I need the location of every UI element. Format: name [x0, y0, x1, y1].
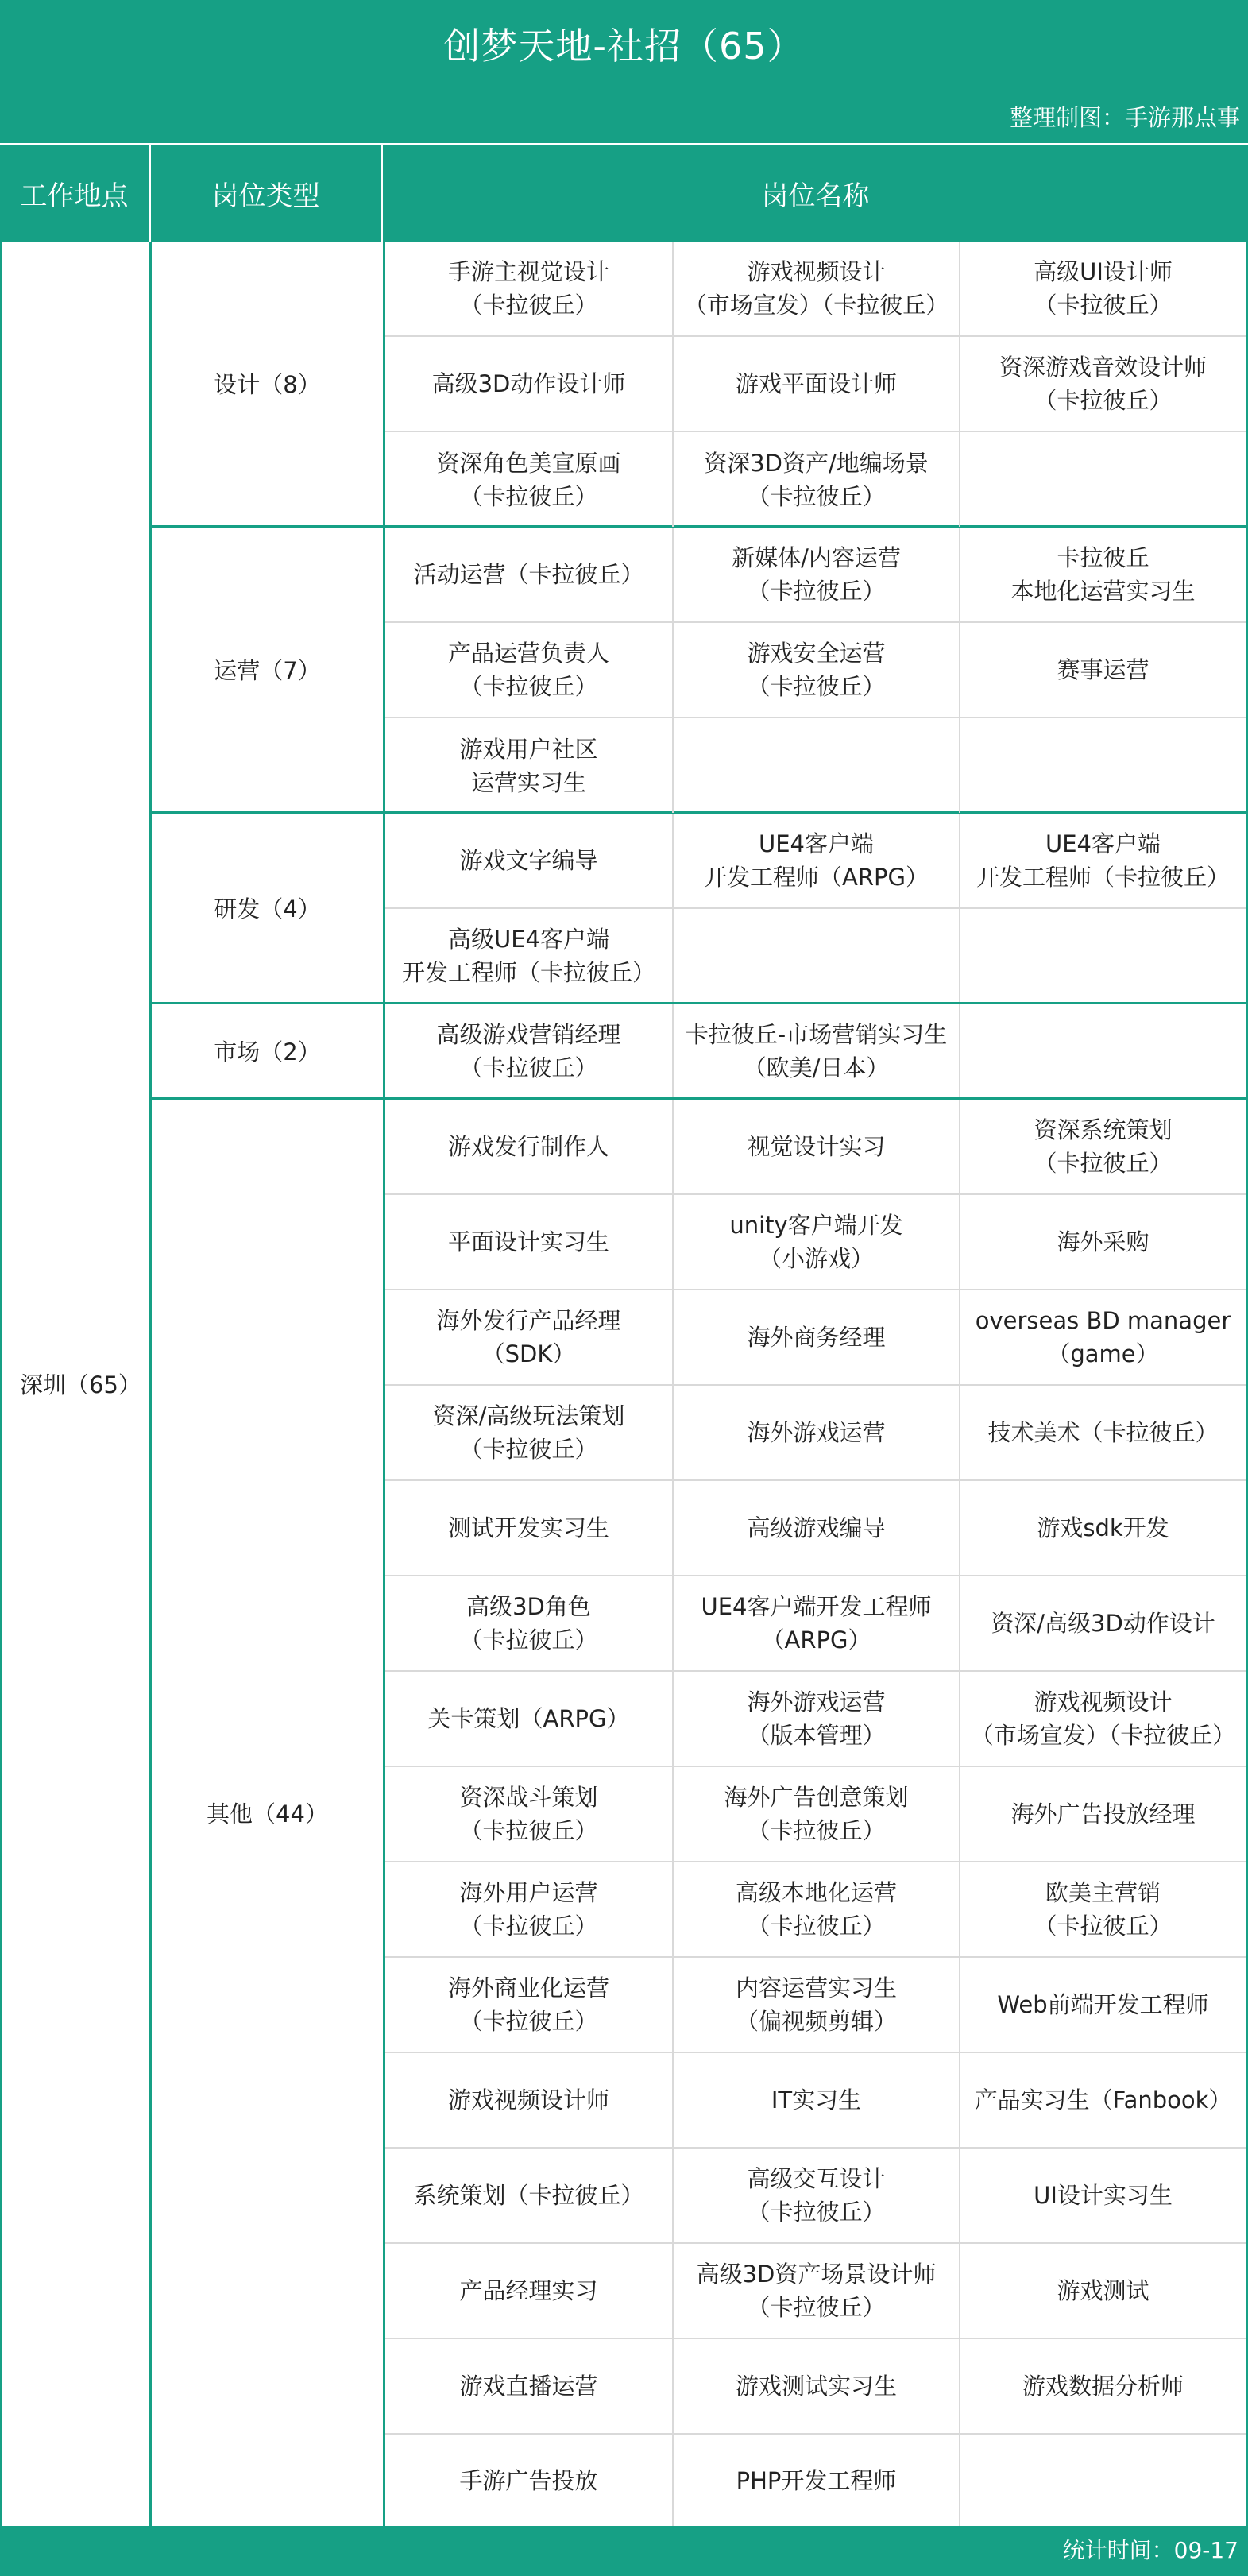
- table-row: [385, 1193, 1246, 1289]
- job-cell: 高级游戏营销经理 （卡拉彼丘）: [436, 1020, 621, 1081]
- job-cell: 内容运营实习生 （偏视频剪辑）: [672, 1958, 959, 2052]
- table-row: [385, 335, 1246, 431]
- table-row: [385, 814, 1246, 907]
- stat-time: 统计时间：09-17: [1062, 2537, 1238, 2563]
- job-cell: 手游广告投放: [459, 2466, 598, 2494]
- group-marketing: [385, 1004, 1246, 1100]
- job-cell: [959, 909, 1246, 1002]
- job-cell: 海外发行产品经理 （SDK）: [436, 1307, 621, 1367]
- job-cell: 海外商务经理: [672, 1290, 959, 1384]
- table-row: [385, 2433, 1246, 2526]
- job-cell: 游戏视频设计 （市场宣发）（卡拉彼丘）: [959, 1672, 1246, 1766]
- table-row: [385, 1766, 1246, 1861]
- table-row: [385, 2052, 1246, 2147]
- type-cell-other: 其他（44）: [152, 1100, 385, 2526]
- job-cell: 产品运营负责人 （卡拉彼丘）: [447, 640, 609, 700]
- job-cell: UE4客户端 开发工程师（ARPG）: [672, 814, 959, 907]
- job-cell: 游戏用户社区 运营实习生: [459, 735, 598, 796]
- job-cell: 平面设计实习生: [447, 1228, 609, 1255]
- job-cell: 资深系统策划 （卡拉彼丘）: [959, 1100, 1246, 1193]
- job-cell: [959, 718, 1246, 813]
- job-cell: 高级UE4客户端 开发工程师（卡拉彼丘）: [401, 925, 655, 986]
- column-header-name: 岗位名称: [383, 143, 1248, 242]
- job-cell: 游戏发行制作人: [447, 1133, 609, 1160]
- job-cell: overseas BD manager （game）: [959, 1290, 1246, 1384]
- type-cell-rnd: 研发（4）: [152, 814, 385, 1004]
- job-cell: 高级UI设计师 （卡拉彼丘）: [959, 242, 1246, 335]
- group-operations: [385, 528, 1246, 814]
- page-footer: [0, 2526, 1248, 2576]
- group-rnd: [385, 814, 1246, 1004]
- table-row: [385, 1289, 1246, 1384]
- job-cell: 游戏测试: [959, 2244, 1246, 2338]
- table-row: [385, 1479, 1246, 1575]
- job-cell: 游戏安全运营 （卡拉彼丘）: [672, 623, 959, 717]
- job-cell: 海外商业化运营 （卡拉彼丘）: [447, 1975, 609, 2035]
- job-cell: 高级游戏编导: [672, 1481, 959, 1575]
- job-cell: 高级交互设计 （卡拉彼丘）: [672, 2149, 959, 2242]
- job-cell: 游戏数据分析师: [959, 2339, 1246, 2433]
- job-cell: 海外用户运营 （卡拉彼丘）: [459, 1879, 598, 1940]
- job-cell: 手游主视觉设计 （卡拉彼丘）: [447, 258, 609, 319]
- type-cell-operations: 运营（7）: [152, 528, 385, 814]
- column-header-type: 岗位类型: [151, 143, 383, 242]
- table-row: [385, 1004, 1246, 1097]
- job-cell: 游戏平面设计师: [672, 337, 959, 431]
- group-other: [385, 1100, 1246, 2526]
- job-cell: 游戏视频设计 （市场宣发）（卡拉彼丘）: [672, 242, 959, 335]
- job-cell: 资深/高级玩法策划 （卡拉彼丘）: [432, 1402, 625, 1463]
- job-cell: [672, 909, 959, 1002]
- job-cell: 资深3D资产/地编场景 （卡拉彼丘）: [672, 432, 959, 527]
- job-cell: 游戏视频设计师: [447, 2087, 609, 2114]
- job-cell: 海外采购: [959, 1195, 1246, 1289]
- job-cell: 游戏直播运营: [459, 2373, 598, 2400]
- type-cell-marketing: 市场（2）: [152, 1004, 385, 1100]
- job-cell: 高级3D角色 （卡拉彼丘）: [459, 1593, 598, 1654]
- table-row: [385, 1575, 1246, 1670]
- job-cell: 海外广告创意策划 （卡拉彼丘）: [672, 1767, 959, 1861]
- job-cell: 技术美术（卡拉彼丘）: [959, 1386, 1246, 1479]
- job-cell: 卡拉彼丘 本地化运营实习生: [959, 528, 1246, 621]
- job-cell: Web前端开发工程师: [959, 1958, 1246, 2052]
- job-cell: PHP开发工程师: [672, 2435, 959, 2526]
- job-cell: [959, 1004, 1246, 1097]
- job-cell: UI设计实习生: [959, 2149, 1246, 2242]
- job-cell: UE4客户端 开发工程师（卡拉彼丘）: [959, 814, 1246, 907]
- table-row: [385, 242, 1246, 335]
- job-cell: 游戏sdk开发: [959, 1481, 1246, 1575]
- job-cell: 资深战斗策划 （卡拉彼丘）: [459, 1784, 598, 1844]
- job-cell: [672, 718, 959, 813]
- location-cell: 深圳（65）: [2, 242, 152, 2526]
- table-row: [385, 717, 1246, 813]
- job-cell: 海外广告投放经理: [959, 1767, 1246, 1861]
- table-row: [385, 2338, 1246, 2433]
- page-title: 创梦天地-社招（65）: [443, 25, 805, 68]
- job-cell: 新媒体/内容运营 （卡拉彼丘）: [672, 528, 959, 621]
- job-cell: [959, 432, 1246, 527]
- type-cell-design: 设计（8）: [152, 242, 385, 528]
- job-cell: IT实习生: [672, 2053, 959, 2147]
- job-cell: UE4客户端开发工程师 （ARPG）: [672, 1576, 959, 1670]
- job-cell: 欧美主营销 （卡拉彼丘）: [959, 1862, 1246, 1956]
- table-row: [385, 1670, 1246, 1766]
- group-design: [385, 242, 1246, 528]
- job-cell: 高级3D资产场景设计师 （卡拉彼丘）: [672, 2244, 959, 2338]
- job-cell: 资深/高级3D动作设计: [959, 1576, 1246, 1670]
- job-cell: [959, 2435, 1246, 2526]
- job-cell: 海外游戏运营 （版本管理）: [672, 1672, 959, 1766]
- job-cell: 视觉设计实习: [672, 1100, 959, 1193]
- table-row: [385, 2147, 1246, 2242]
- job-cell: 游戏测试实习生: [672, 2339, 959, 2433]
- table-row: [385, 1956, 1246, 2052]
- table-row: [385, 1384, 1246, 1479]
- table-row: [385, 1100, 1246, 1193]
- job-cell: 关卡策划（ARPG）: [427, 1705, 630, 1732]
- job-cell: 产品实习生（Fanbook）: [959, 2053, 1246, 2147]
- job-cell: 卡拉彼丘-市场营销实习生 （欧美/日本）: [672, 1004, 959, 1097]
- job-cell: 活动运营（卡拉彼丘）: [413, 561, 644, 588]
- job-cell: 高级3D动作设计师: [431, 370, 626, 397]
- table-row: [385, 528, 1246, 621]
- job-cell: 资深角色美宣原画 （卡拉彼丘）: [436, 449, 621, 510]
- job-cell: 资深游戏音效设计师 （卡拉彼丘）: [959, 337, 1246, 431]
- table-row: [385, 907, 1246, 1002]
- job-cell: 高级本地化运营 （卡拉彼丘）: [672, 1862, 959, 1956]
- column-header-location: 工作地点: [0, 143, 151, 242]
- job-cell: 系统策划（卡拉彼丘）: [413, 2182, 644, 2209]
- job-cell: 海外游戏运营: [672, 1386, 959, 1479]
- job-cell: 游戏文字编导: [459, 847, 598, 874]
- table-row: [385, 1861, 1246, 1956]
- table-row: [385, 2242, 1246, 2338]
- job-cell: 赛事运营: [959, 623, 1246, 717]
- job-cell: 产品经理实习: [459, 2277, 598, 2304]
- page-header: [0, 0, 1248, 143]
- table-row: [385, 431, 1246, 527]
- jobs-table: [0, 242, 1248, 2526]
- job-cell: 测试开发实习生: [447, 1514, 609, 1541]
- job-cell: unity客户端开发 （小游戏）: [672, 1195, 959, 1289]
- credit-label: 整理制图：手游那点事: [1009, 104, 1240, 131]
- table-row: [385, 621, 1246, 717]
